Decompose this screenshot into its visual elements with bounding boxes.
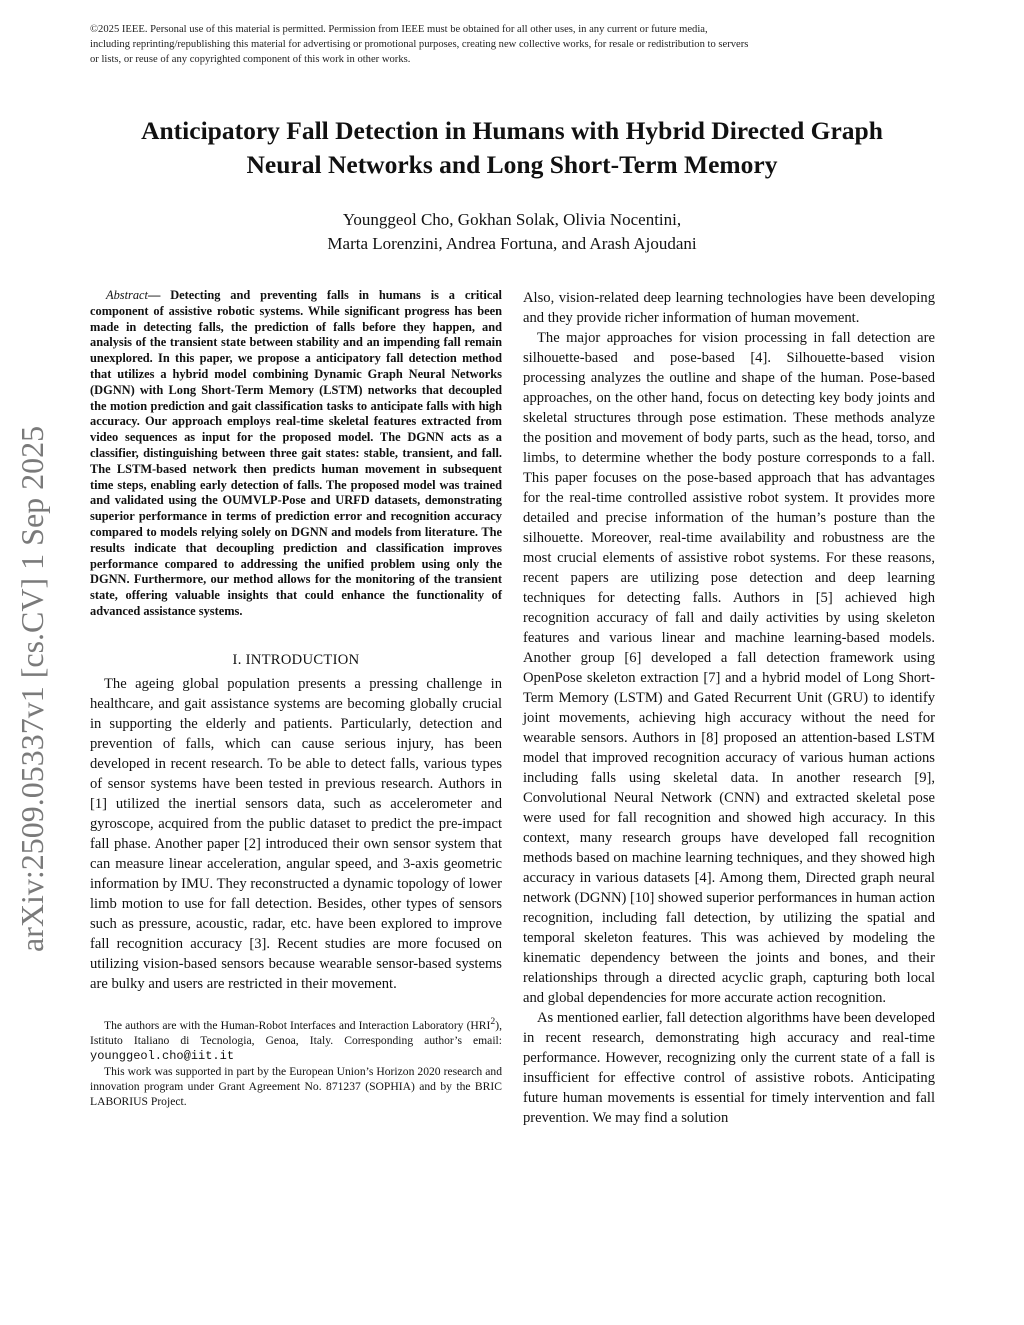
abstract: [90, 288, 502, 620]
copyright-notice: ©2025 IEEE. Personal use of this material is permitted. Permission from IEEE must be obtained for all other uses, in any current or future media, including reprinting/republishing this material for advertising or promotional purposes, creating new collective works, for resale or redistribution to servers or lists, or reuse of any copyrighted component of this work in other works.: [90, 24, 749, 65]
footnote-affiliation-text-a: The authors are with the Human-Robot Interfaces and Interaction Laboratory (HRI: [104, 1018, 491, 1032]
author-email: younggeol.cho@iit.it: [90, 1048, 235, 1063]
arxiv-identifier-stamp: arXiv:2509.05337v1 [cs.CV] 1 Sep 2025: [14, 425, 50, 952]
footnote-funding: This work was supported in part by the European Union’s Horizon 2020 research and innovation program under Grant Agreement No. 871237 (SOPHIA) and by the BRIC LABORIUS Project.: [90, 1064, 502, 1108]
right-column: [523, 288, 935, 1128]
title-line-2: Neural Networks and Long Short-Term Memory: [246, 150, 778, 179]
left-column: [90, 288, 502, 1109]
intro-paragraph-1: The ageing global population presents a pressing challenge in healthcare, and gait assistance systems are becoming globally crucial in supporting the elderly and patients. Particularly, detection and prevention of falls, which can cause serious injury, has been developed in recent research. To be able to detect falls, various types of sensor systems have been tested in previous research. Authors in [1] utilized the inertial sensors data, such as accelerometer and gyroscope, acquired from the public dataset to predict the pre-impact fall phase. Another paper [2] introduced their own sensor system that can measure linear acceleration, angular speed, and 3-axis geometric information by IMU. They reconstructed a dynamic topology of lower limb motion to use for fall detection. Besides, other types of sensors such as pressure, acoustic, radar, etc. have been explored to improve fall recognition accuracy [3]. Recent studies are more focused on utilizing vision-based sensors because wearable sensor-based systems are bulky and users are restricted in their movement.: [90, 675, 502, 992]
section-heading-introduction: I. INTRODUCTION: [232, 651, 360, 668]
title-line-1: Anticipatory Fall Detection in Humans with Hybrid Directed Graph: [141, 116, 883, 145]
authors-line-2: Marta Lorenzini, Andrea Fortuna, and Arash Ajoudani: [327, 234, 697, 253]
abstract-label: Abstract: [106, 288, 148, 302]
intro-paragraph-3: The major approaches for vision processing in fall detection are silhouette-based and pose-based [4]. Silhouette-based vision processing analyzes the outline and shape of the human. Pose-based approaches, on the other hand, focus on detecting key body joints and skeletal structures through pose estimation. These methods analyze the position and movement of body parts, such as the head, torso, and limbs, to determine whether the body posture corresponds to a fall. This paper focuses on the pose-based approach that has advantages for the real-time controlled assistive robot system. It provides more detailed and precise information of the human’s posture than the silhouette. Moreover, real-time availability and robustness are the most crucial elements of assistive robot systems. For these reasons, recent papers are utilizing pose detection and deep learning techniques for detecting falls. Authors in [5] achieved high recognition accuracy of fall and daily activities by using skeleton features and various linear and machine learning-based models. Another group [6] developed a fall detection framework using OpenPose skeleton extraction [7] and a hybrid model of Long Short-Term Memory (LSTM) and Gated Recurrent Unit (GRU) to identify joint movements, achieving high accuracy without the need for wearable sensors. Authors in [8] proposed an attention-based LSTM model that improved recognition accuracy of various human actions including falls using skeletal data. In another research [9], Convolutional Neural Network (CNN) and extracted skeletal pose were used for fall recognition and showed high accuracy. In this context, many research groups have developed fall recognition methods based on machine learning techniques, and they showed high accuracy in various datasets [4]. Among them, Directed graph neural network (DGNN) [10] showed superior performances in human action recognition, including fall detection, by utilizing the spatial and temporal skeleton features. This was achieved by modeling the kinematic dependency between the joints and bones, and their relationships through a directed acyclic graph, capturing both local and global dependencies for more accurate action recognition.: [523, 330, 935, 1006]
footnotes: [90, 1014, 502, 1109]
footnote-affiliation-text-b: ), Istituto Italiano di Tecnologia, Genoa, Italy. Corresponding author’s email:: [90, 1018, 502, 1047]
abstract-text: — Detecting and preventing falls in humans is a critical component of assistive robotic systems. While significant progress has been made in detecting falls, the prediction of falls before they happen, and analysis of the transient state between stability and an impending fall remain unexplored. In this paper, we propose a anticipatory fall detection method that utilizes a hybrid model combining Dynamic Graph Neural Networks (DGNN) with Long Short-Term Memory (LSTM) networks that decoupled the motion prediction and gait classification tasks to anticipate falls with high accuracy. Our approach employs real-time skeletal features extracted from video sequences as input for the proposed model. The DGNN acts as a classifier, distinguishing between three gait states: stable, transient, and fall. The LSTM-based network then predicts human movement in subsequent time steps, enabling early detection of falls. The proposed model was trained and validated using the OUMVLP-Pose and URFD datasets, demonstrating superior performance in terms of prediction error and recognition accuracy compared to models relying solely on DGNN and models from literature. The results indicate that decoupling prediction and classification improves performance compared to addressing the unified problem using only the DGNN. Furthermore, our method allows for the monitoring of the transient state, offering valuable insights that could enhance the functionality of advanced assistance systems.: [90, 288, 502, 618]
intro-paragraph-2: Also, vision-related deep learning technologies have been developing and they provide richer information of human movement.: [523, 290, 935, 326]
footnote-affiliation: [90, 1014, 502, 1064]
authors-line-1: Younggeol Cho, Gokhan Solak, Olivia Nocentini,: [342, 210, 682, 229]
footnote-superscript: 2: [490, 1015, 496, 1027]
intro-paragraph-4: As mentioned earlier, fall detection algorithms have been developed in recent research, demonstrating high accuracy and real-time performance. However, recognizing only the current state of a fall is insufficient for effective control of assistive robots. Anticipating future human movements is essential for timely intervention and fall prevention. We may find a solution: [523, 1010, 935, 1126]
author-list: [150, 208, 874, 256]
paper-title: [60, 114, 964, 182]
